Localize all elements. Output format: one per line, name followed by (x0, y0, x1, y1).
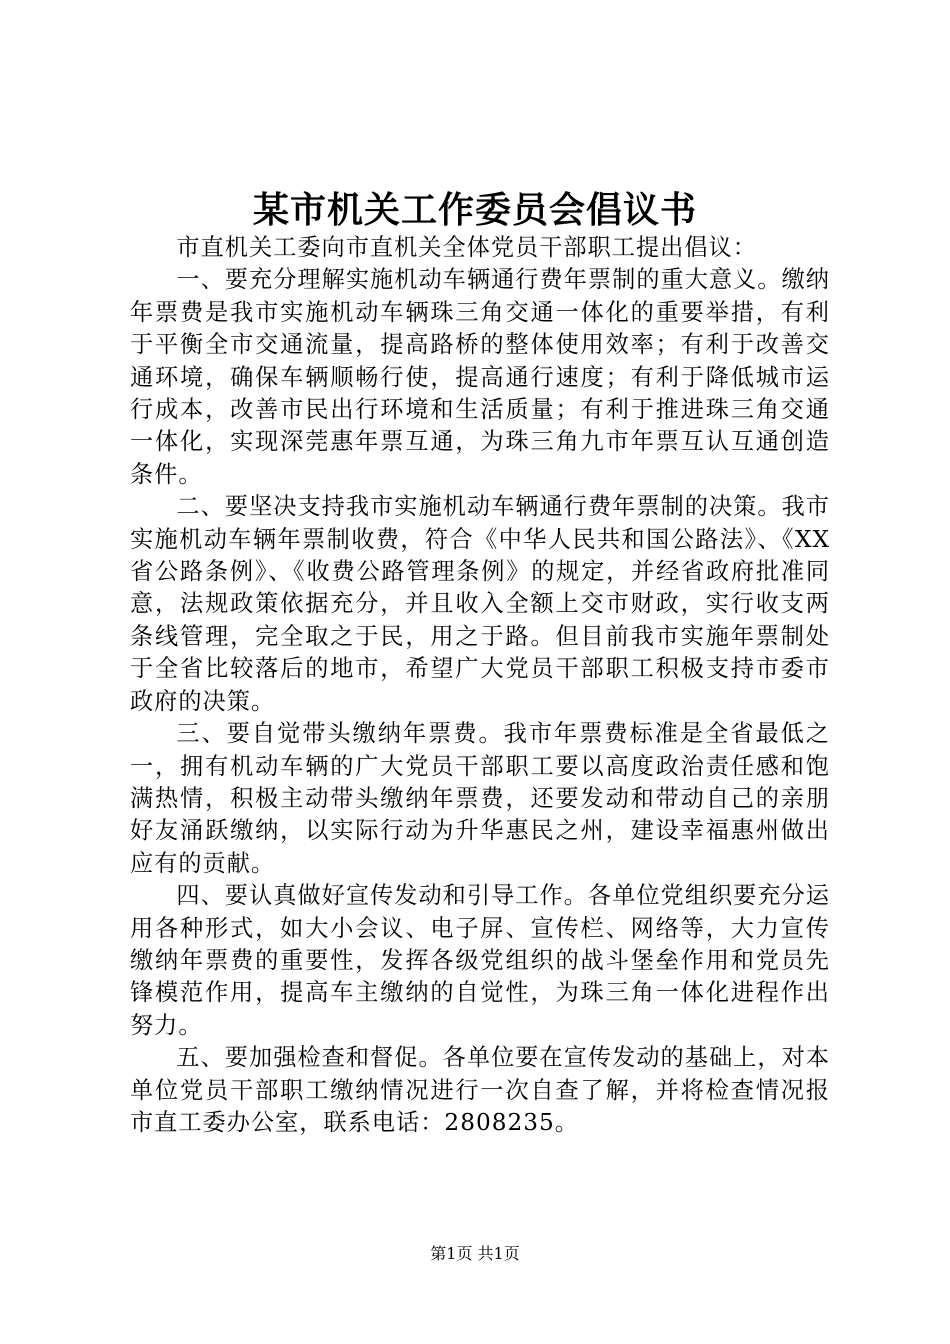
paragraph-5: 五、要加强检查和督促。各单位要在宣传发动的基础上，对本单位党员干部职工缴纳情况进行一次自查了解，并将检查情况报市直工委办公室，联系电话：2808235。 (130, 1044, 830, 1136)
paragraph-2: 二、要坚决支持我市实施机动车辆通行费年票制的决策。我市实施机动车辆年票制收费，符合《中华人民共和国公路法》、《XX省公路条例》、《收费公路管理条例》的规定，并经省政府批准同意，法规政策依据充分，并且收入全额上交市财政，实行收支两条线管理，完全取之于民，用之于路。但目前我市实施年票制处于全省比较落后的地市，希望广大党员干部职工积极支持市委市政府的决策。 (130, 493, 830, 715)
document-body (130, 232, 830, 1139)
paragraph-1: 一、要充分理解实施机动车辆通行费年票制的重大意义。缴纳年票费是我市实施机动车辆珠三角交通一体化的重要举措，有利于平衡全市交通流量，提高路桥的整体使用效率；有利于改善交通环境，确保车辆顺畅行使，提高通行速度；有利于降低城市运行成本，改善市民出行环境和生活质量；有利于推进珠三角交通一体化，实现深莞惠年票互通，为珠三角九市年票互认互通创造条件。 (130, 266, 830, 488)
document-title: 某市机关工作委员会倡议书 (252, 189, 697, 231)
page-footer: 第1页 共1页 (430, 1244, 520, 1263)
paragraph-intro: 市直机关工委向市直机关全体党员干部职工提出倡议： (176, 234, 757, 261)
paragraph-4: 四、要认真做好宣传发动和引导工作。各单位党组织要充分运用各种形式，如大小会议、电子屏、宣传栏、网络等，大力宣传缴纳年票费的重要性，发挥各级党组织的战斗堡垒作用和党员先锋模范作用，提高车主缴纳的自觉性，为珠三角一体化进程作出努力。 (130, 882, 830, 1039)
paragraph-3: 三、要自觉带头缴纳年票费。我市年票费标准是全省最低之一，拥有机动车辆的广大党员干部职工要以高度政治责任感和饱满热情，积极主动带头缴纳年票费，还要发动和带动自己的亲朋好友涌跃缴纳，以实际行动为升华惠民之州，建设幸福惠州做出应有的贡献。 (130, 720, 830, 877)
